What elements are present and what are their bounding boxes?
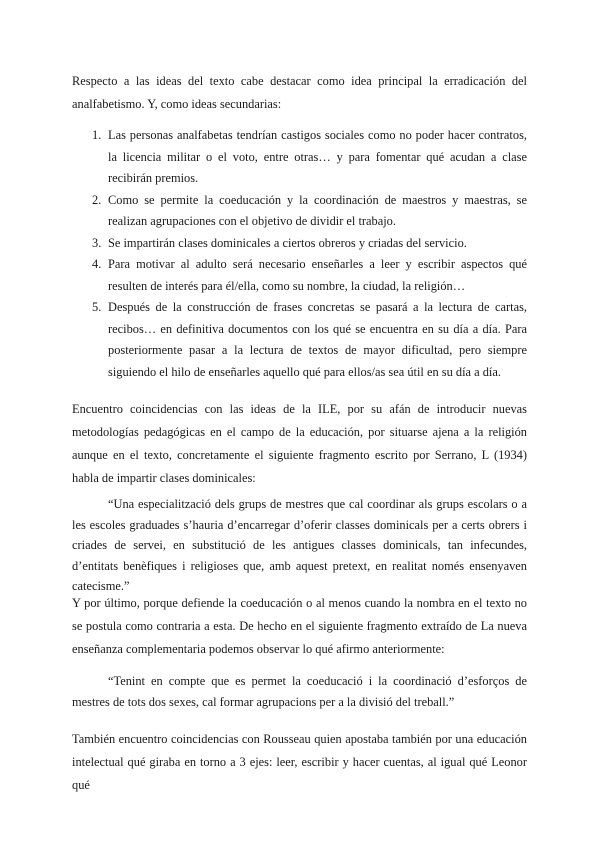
ile-paragraph: Encuentro coincidencias con las ideas de la ILE, por su afán de introducir nuevas metodologías pedagógicas en el campo de la educación, por situarse ajena a la religión aunque en el texto, concretamente el siguiente fragmento escrito por Serrano, L (1934) habla de impartir clases dominicales: (72, 402, 527, 485)
rousseau-paragraph: También encuentro coincidencias con Rousseau quien apostaba también por una educación intelectual qué giraba en torno a 3 ejes: leer, escribir y hacer cuentas, al igual qué Leonor qué (72, 732, 527, 792)
list-item-text: Después de la construcción de frases concretas se pasará a la lectura de cartas, recibos… en definitiva documentos con los qué se encuentra en su día a día. Para posteriormente pasar a la lectura de textos de mayor dificultad, pero siempre siguiendo el hilo de enseñarles aquello qué para ellos/as sea útil en su día a día. (108, 300, 527, 379)
list-item (72, 233, 527, 255)
quote-serrano: “Una especialització dels grups de mestres que cal coordinar als grups escolars o a les escoles graduades s’hauria d’encarregar d’oferir classes dominicals per a certs obrers i criades de servei, en substitució de les antigues classes dominicals, tan infecundes, d’entitats benèfiques i religioses que, amb aquest pretext, en realitat només ensenyaven catecisme.” (72, 497, 527, 593)
list-item-text: Como se permite la coeducación y la coordinación de maestros y maestras, se realizan agrupaciones con el objetivo de dividir el trabajo. (108, 192, 527, 228)
secondary-ideas-list (72, 125, 527, 383)
list-item (72, 254, 527, 297)
list-item-number: 2. (92, 192, 102, 207)
list-item (72, 125, 527, 190)
list-item (72, 190, 527, 233)
coeducation-paragraph: Y por último, porque defiende la coeducación o al menos cuando la nombra en el texto no se postula como contraria a esta. De hecho en el siguiente fragmento extraído de La nueva enseñanza complementaria podemos observar lo qué afirmo anteriormente: (72, 596, 527, 656)
list-item (72, 297, 527, 383)
quote-coeducacio: “Tenint en compte que es permet la coeducació i la coordinació d’esforços de mestres de tots dos sexes, cal formar agrupacions per a la divisió del treball.” (72, 674, 527, 709)
list-item-number: 1. (92, 128, 102, 142)
list-item-text: Las personas analfabetas tendrían castigos sociales como no poder hacer contratos, la licencia militar o el voto, entre otras… y para fomentar qué acudan a clase recibirán premios. (108, 128, 527, 185)
list-item-number: 5. (92, 300, 102, 314)
list-item-number: 4. (92, 257, 102, 271)
list-item-text: Para motivar al adulto será necesario enseñarles a leer y escribir aspectos qué resulten de interés para él/ella, como su nombre, la ciudad, la religión… (108, 257, 527, 293)
list-item-text: Se impartirán clases dominicales a ciertos obreros y criadas del servicio. (108, 235, 467, 250)
intro-paragraph: Respecto a las ideas del texto cabe destacar como idea principal la erradicación del analfabetismo. Y, como ideas secundarias: (72, 74, 527, 111)
list-item-number: 3. (92, 235, 102, 250)
